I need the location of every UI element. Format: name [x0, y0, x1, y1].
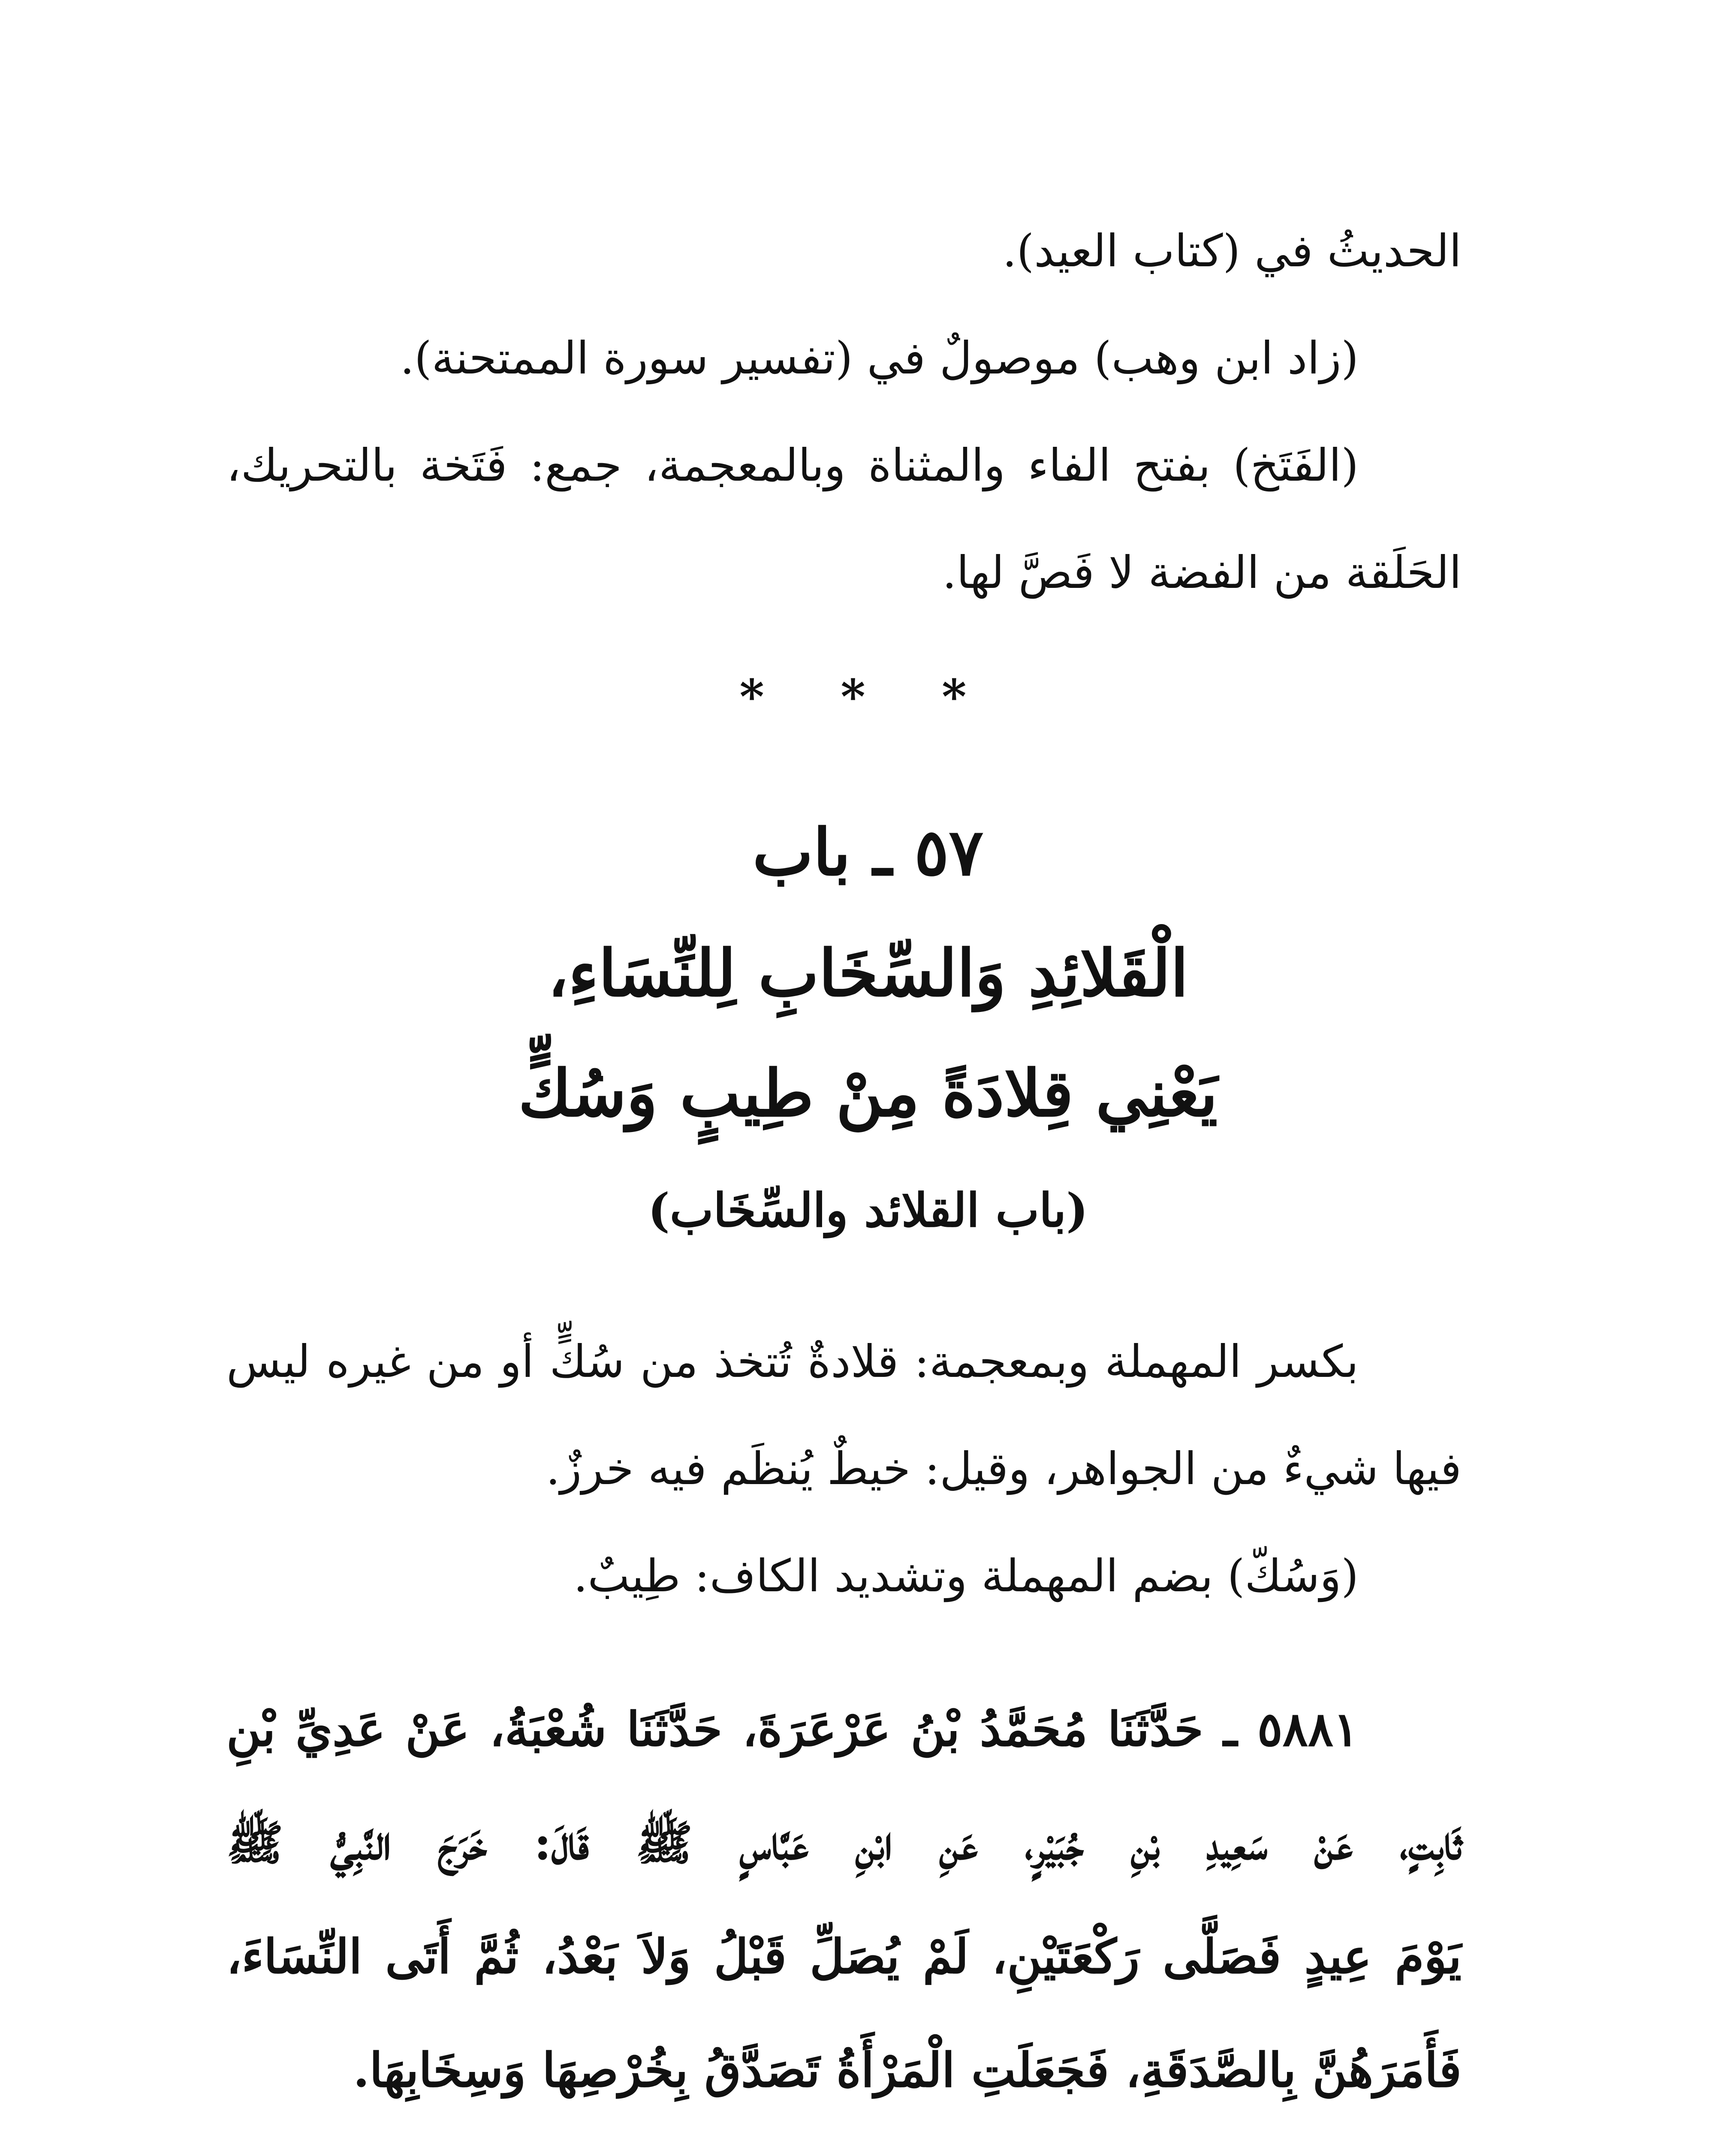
text-line: ثَابِتٍ، عَنْ سَعِيدِ بْنِ جُبَيْرٍ، عَنِ ابْنِ عَبَّاسٍ ﷺ قَالَ: خَرَجَ النَّبِيُّ ﷺ	[226, 1815, 1462, 1870]
text-line: الحديثُ في (كتاب العيد).	[1002, 225, 1462, 277]
top-paragraph	[226, 197, 1462, 626]
chapter-title-line-2: يَعْنِي قِلادَةً مِنْ طِيبٍ وَسُكٍّ	[518, 1056, 1218, 1131]
section-separator: * * *	[739, 669, 997, 724]
text-line: (الفَتَخ) بفتح الفاء والمثناة وبالمعجمة، جمع: فَتَخة بالتحريك،	[226, 439, 1359, 491]
text-line: ٥٨٨١ ـ حَدَّثَنَا مُحَمَّدُ بْنُ عَرْعَرَةَ، حَدَّثَنَا شُعْبَةُ، عَنْ عَدِيِّ بْنِ	[226, 1701, 1359, 1757]
chapter-number: ٥٧ ـ باب	[752, 815, 984, 890]
text-line: الحَلَقة من الفضة لا فَصَّ لها.	[942, 546, 1462, 599]
chapter-title-line-1: الْقَلائِدِ وَالسِّخَابِ لِلنِّسَاءِ،	[547, 936, 1189, 1011]
hadith-text	[226, 1672, 1462, 2127]
text-line: يَوْمَ عِيدٍ فَصَلَّى رَكْعَتَيْنِ، لَمْ يُصَلِّ قَبْلُ وَلاَ بَعْدُ، ثُمَّ أَتَى النِّسَاءَ،	[226, 1929, 1462, 1984]
commentary-paragraph	[226, 1308, 1462, 1629]
text-line: فيها شيءٌ من الجواهر، وقيل: خيطٌ يُنظَم فيه خرزٌ.	[546, 1442, 1462, 1495]
text-line: (وَسُكّ) بضم المهملة وتشديد الكاف: طِيبٌ.	[573, 1550, 1359, 1602]
chapter-subtitle: (باب القلائد والسِّخَاب)	[648, 1183, 1088, 1238]
text-line: بكسر المهملة وبمعجمة: قلادةٌ تُتخذ من سُكٍّ أو من غيره ليس	[226, 1335, 1359, 1388]
text-line: فَأَمَرَهُنَّ بِالصَّدَقَةِ، فَجَعَلَتِ الْمَرْأَةُ تَصَدَّقُ بِخُرْصِهَا وَسِخَابِهَا.	[353, 2042, 1462, 2098]
text-line: (زاد ابن وهب) موصولٌ في (تفسير سورة الممتحنة).	[400, 332, 1359, 384]
